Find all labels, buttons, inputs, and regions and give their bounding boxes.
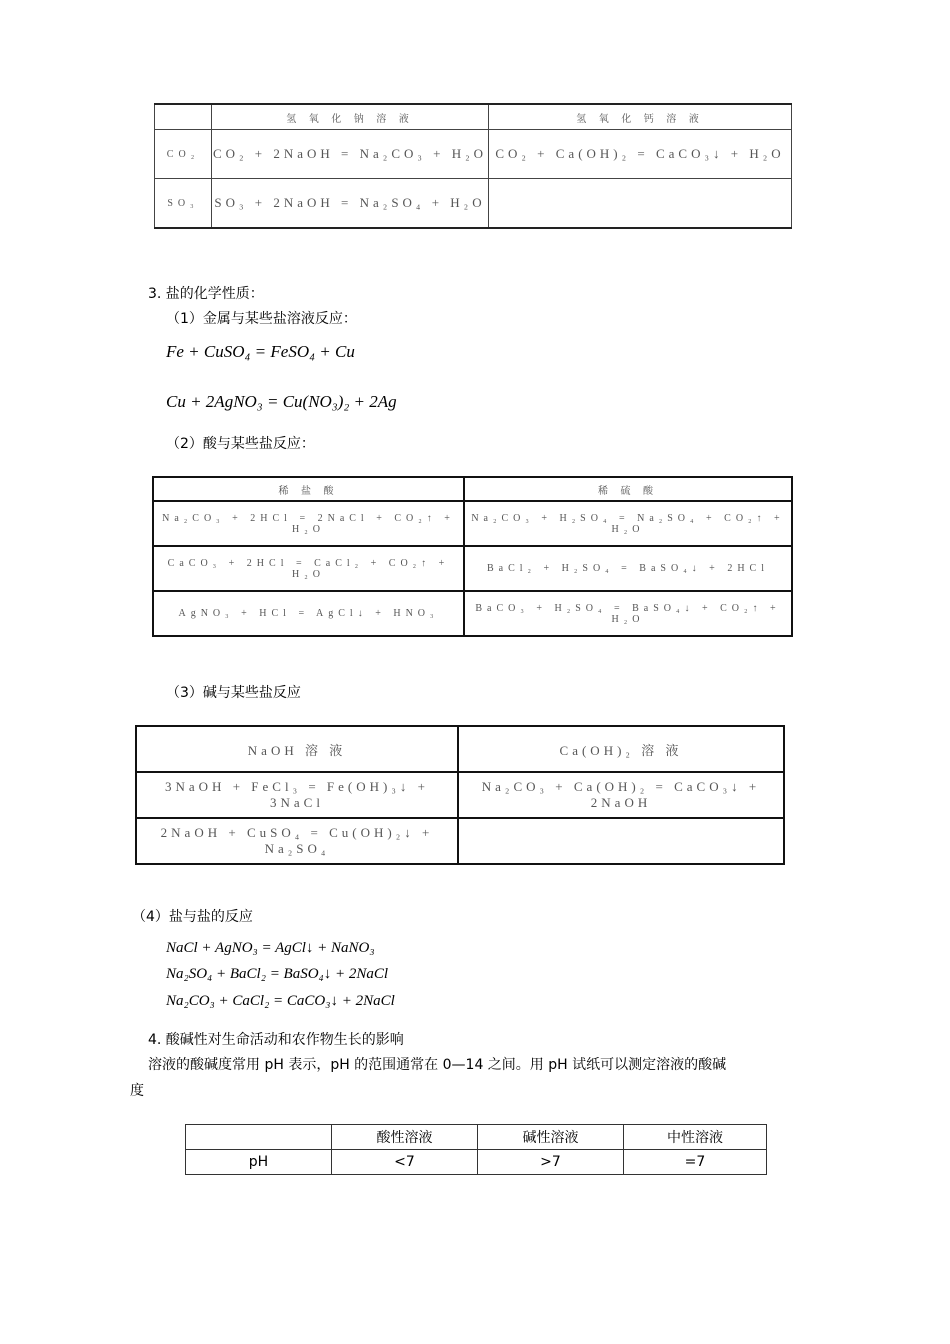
table-cell: 2NaOH + CuSO₄ = Cu(OH)₂↓ + Na₂SO₄ [136,818,458,864]
table-header-row [155,104,792,130]
subsection-heading: （1）金属与某些盐溶液反应： [166,311,357,327]
paragraph-line: 度 [130,1083,144,1099]
equation: Na₂CO₃ + CaCl₂ = CaCO₃↓ + 2NaCl [166,993,395,1009]
table-header-cell: 中性溶液 [624,1125,767,1150]
table-header-row [153,477,792,501]
table-header-cell: 酸性溶液 [332,1125,478,1150]
equation: Fe + CuSO₄ = FeSO₄ + Cu [166,342,355,361]
table-cell [458,818,784,864]
table-header-cell [186,1125,332,1150]
table-row [155,179,792,229]
paragraph-line: 溶液的酸碱度常用 pH 表示，pH 的范围通常在 0—14 之间。用 pH 试纸可以测定溶液的酸碱 [148,1057,727,1073]
table-cell: Na₂CO₃ + 2HCl = 2NaCl + CO₂↑ + H₂O [153,501,464,546]
table-header-cell: 氢 氧 化 钙 溶 液 [489,104,792,130]
table-row [136,772,784,818]
table-cell: CaCO₃ + 2HCl = CaCl₂ + CO₂↑ + H₂O [153,546,464,591]
table-cell: Na₂CO₃ + Ca(OH)₂ = CaCO₃↓ + 2NaOH [458,772,784,818]
table-header-row [186,1125,767,1150]
table-cell: AgNO₃ + HCl = AgCl↓ + HNO₃ [153,591,464,636]
table-header-cell: 碱性溶液 [478,1125,624,1150]
co2-so3-reaction-table [154,103,792,229]
table-row [155,130,792,179]
table-cell: pH [186,1150,332,1175]
subsection-heading: （2）酸与某些盐反应： [166,436,315,452]
subsection-heading: （4）盐与盐的反应 [132,909,253,925]
table-header-cell: 稀 硫 酸 [464,477,792,501]
table-cell: CO₂ + 2NaOH = Na₂CO₃ + H₂O [212,130,489,179]
base-salt-reaction-table [135,725,785,865]
table-cell: =7 [624,1150,767,1175]
table-cell: SO₃ [155,179,212,229]
table-row [136,818,784,864]
equation: Cu + 2AgNO₃ = Cu(NO₃)₂ + 2Ag [166,392,397,411]
table-row [153,591,792,636]
table-cell [489,179,792,229]
table-row [186,1150,767,1175]
table-cell: 3NaOH + FeCl₃ = Fe(OH)₃↓ + 3NaCl [136,772,458,818]
table-header-cell [155,104,212,130]
equation: Na₂SO₄ + BaCl₂ = BaSO₄↓ + 2NaCl [166,966,389,982]
acid-salt-reaction-table [152,476,793,637]
table-header-cell: NaOH 溶 液 [136,726,458,772]
table-cell: BaCl₂ + H₂SO₄ = BaSO₄↓ + 2HCl [464,546,792,591]
table-row [153,546,792,591]
table-cell: Na₂CO₃ + H₂SO₄ = Na₂SO₄ + CO₂↑ + H₂O [464,501,792,546]
table-header-cell: 氢 氧 化 钠 溶 液 [212,104,489,130]
table-cell: CO₂ [155,130,212,179]
table-cell: SO₃ + 2NaOH = Na₂SO₄ + H₂O [212,179,489,229]
table-cell: >7 [478,1150,624,1175]
ph-table [185,1124,767,1175]
table-header-cell: Ca(OH)₂ 溶 液 [458,726,784,772]
table-cell: <7 [332,1150,478,1175]
table-row [153,501,792,546]
section-heading: 4. 酸碱性对生命活动和农作物生长的影响 [148,1032,404,1048]
subsection-heading: （3）碱与某些盐反应 [166,685,301,701]
section-heading: 3. 盐的化学性质： [148,286,264,302]
table-header-cell: 稀 盐 酸 [153,477,464,501]
table-cell: BaCO₃ + H₂SO₄ = BaSO₄↓ + CO₂↑ + H₂O [464,591,792,636]
table-header-row [136,726,784,772]
table-cell: CO₂ + Ca(OH)₂ = CaCO₃↓ + H₂O [489,130,792,179]
equation: NaCl + AgNO₃ = AgCl↓ + NaNO₃ [166,940,375,956]
